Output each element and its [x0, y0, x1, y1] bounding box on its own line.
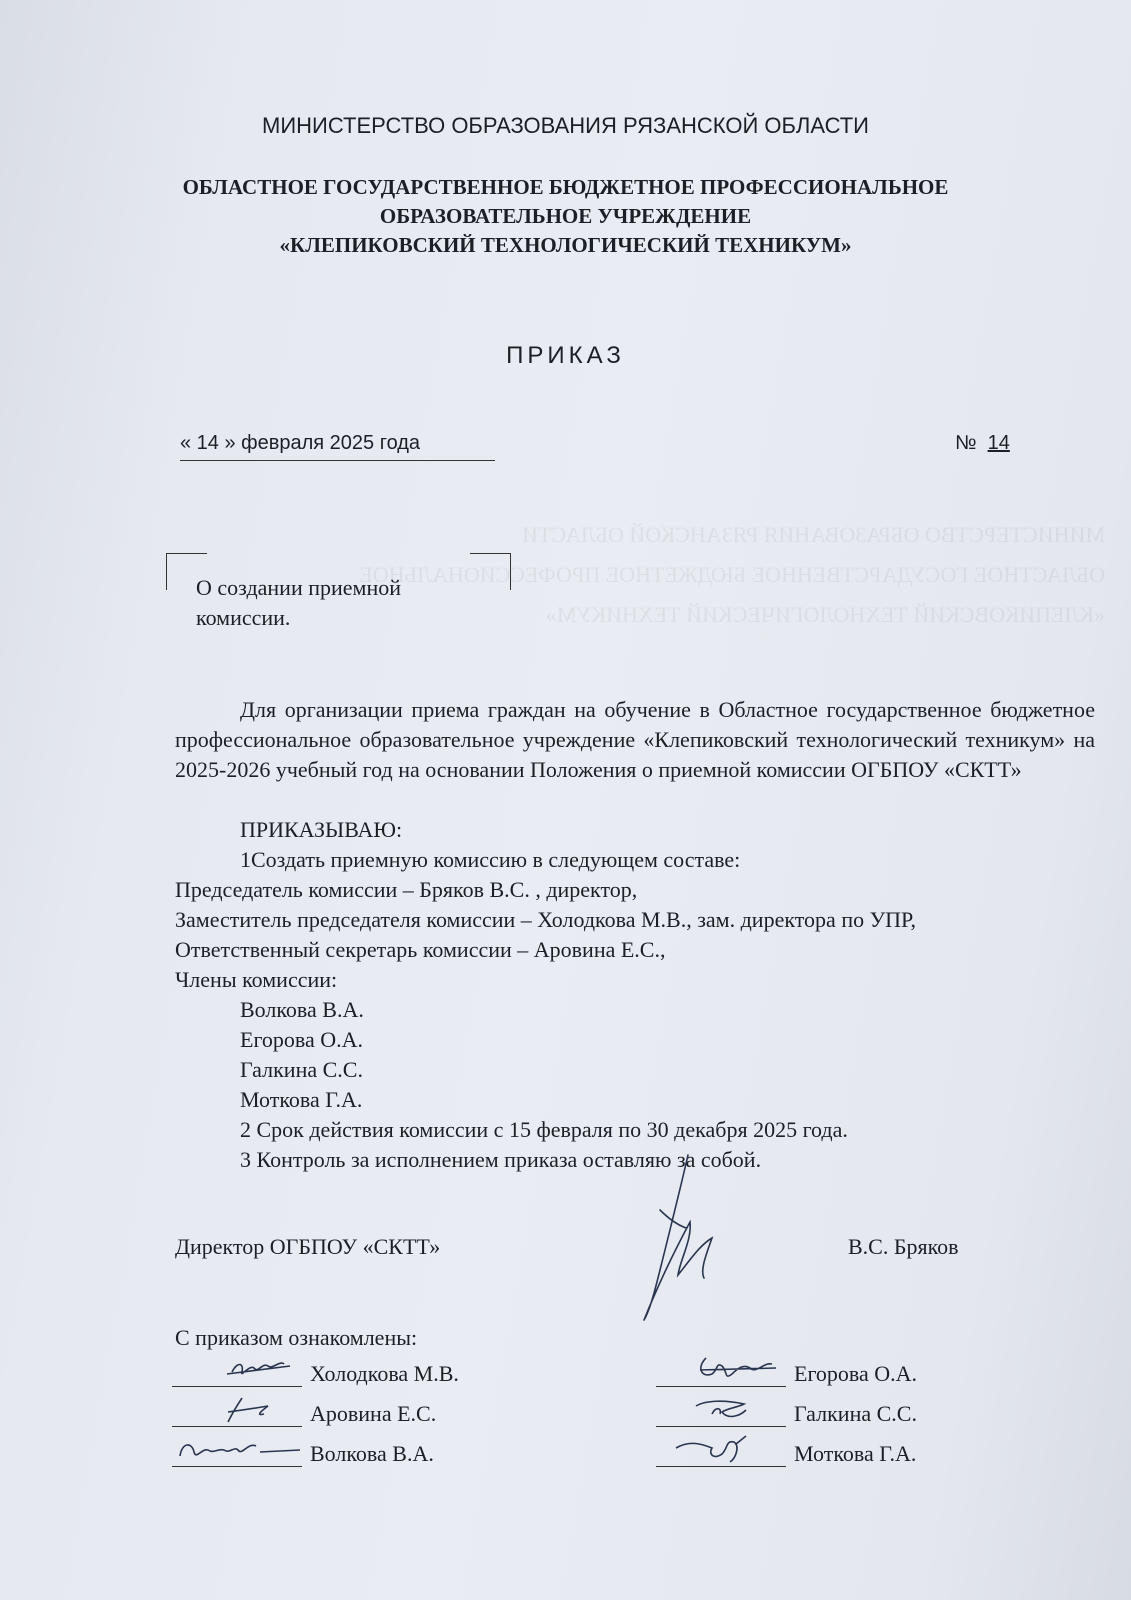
ghost-line: МИНИСТЕРСТВО ОБРАЗОВАНИЯ РЯЗАНСКОЙ ОБЛАСТИ — [522, 522, 1105, 547]
signature-line — [172, 1398, 302, 1427]
ghost-line: ОБЛАСТНОЕ ГОСУДАРСТВЕННОЕ БЮДЖЕТНОЕ ПРОФЕССИОНАЛЬНОЕ — [359, 562, 1105, 587]
ministry-title: МИНИСТЕРСТВО ОБРАЗОВАНИЯ РЯЗАНСКОЙ ОБЛАСТИ — [262, 113, 869, 138]
member-item: Егорова О.А. — [240, 1027, 364, 1052]
ghost-line: «КЛЕПИКОВСКИЙ ТЕХНОЛОГИЧЕСКИЙ ТЕХНИКУМ» — [545, 602, 1105, 627]
signature-line — [656, 1358, 786, 1387]
item-3: 3 Контроль за исполнением приказа оставляю за собой. — [240, 1147, 762, 1172]
ack-row — [656, 1398, 917, 1427]
ack-name: Егорова О.А. — [794, 1361, 918, 1386]
signature-line — [172, 1438, 302, 1467]
ack-name: Галкина С.С. — [794, 1401, 917, 1426]
ack-row — [172, 1398, 436, 1427]
members-label: Члены комиссии: — [175, 967, 338, 992]
handwritten-signature — [172, 1394, 302, 1424]
ack-name: Моткова Г.А. — [794, 1441, 917, 1466]
handwritten-signature — [172, 1354, 302, 1384]
item-2: 2 Срок действия комиссии с 15 февраля по 30 декабря 2025 года. — [240, 1117, 848, 1142]
ack-name: Волкова В.А. — [310, 1441, 434, 1466]
subject-bracket-right — [470, 553, 511, 590]
number-value: 14 — [987, 432, 1010, 454]
director-position: Директор ОГБПОУ «СКТТ» — [175, 1234, 441, 1259]
order-date: « 14 » февраля 2025 года — [180, 432, 495, 461]
deputy-line: Заместитель председателя комиссии – Холодкова М.В., зам. директора по УПР, — [175, 907, 917, 932]
subject-line: О создании приемной — [196, 575, 402, 600]
ack-row — [172, 1438, 434, 1467]
ack-row — [172, 1358, 459, 1387]
member-item: Волкова В.А. — [240, 997, 364, 1022]
preamble-paragraph: Для организации приема граждан на обучение в Областное государственное бюджетное профессиональное образовательное учреждение «Клепиковский технологический техникум» на 2025-2026 учебный год на основании Положения о приемной комиссии ОГБПОУ «СКТТ» — [175, 697, 1095, 782]
document-type-title: ПРИКАЗ — [506, 342, 625, 369]
order-number — [955, 432, 1010, 455]
organization-name-line3: «КЛЕПИКОВСКИЙ ТЕХНОЛОГИЧЕСКИЙ ТЕХНИКУМ» — [279, 233, 852, 257]
ack-name: Холодкова М.В. — [310, 1361, 459, 1386]
item-1: 1Создать приемную комиссию в следующем составе: — [240, 847, 741, 872]
organization-name-line2: ОБРАЗОВАТЕЛЬНОЕ УЧРЕЖДЕНИЕ — [379, 204, 752, 228]
director-signature — [620, 1150, 740, 1325]
handwritten-signature — [656, 1394, 786, 1424]
ack-row — [656, 1358, 917, 1387]
chairman-line: Председатель комиссии – Бряков В.С. , директор, — [175, 877, 638, 902]
signature-line — [172, 1358, 302, 1387]
signature-line — [656, 1438, 786, 1467]
secretary-line: Ответственный секретарь комиссии – Аровина Е.С., — [175, 937, 666, 962]
signature-line — [656, 1398, 786, 1427]
organization-name-line1: ОБЛАСТНОЕ ГОСУДАРСТВЕННОЕ БЮДЖЕТНОЕ ПРОФЕССИОНАЛЬНОЕ — [182, 175, 949, 199]
member-item: Галкина С.С. — [240, 1057, 363, 1082]
director-name: В.С. Бряков — [848, 1234, 959, 1259]
handwritten-signature — [172, 1434, 302, 1464]
handwritten-signature — [656, 1354, 786, 1384]
number-sign: № — [955, 432, 977, 454]
acknowledged-label: С приказом ознакомлены: — [175, 1325, 418, 1350]
ack-row — [656, 1438, 916, 1467]
order-word: ПРИКАЗЫВАЮ: — [240, 817, 403, 842]
subject-line: комиссии. — [196, 605, 291, 630]
member-item: Моткова Г.А. — [240, 1087, 363, 1112]
ack-name: Аровина Е.С. — [310, 1401, 437, 1426]
order-subject — [196, 573, 401, 633]
handwritten-signature — [656, 1434, 786, 1464]
